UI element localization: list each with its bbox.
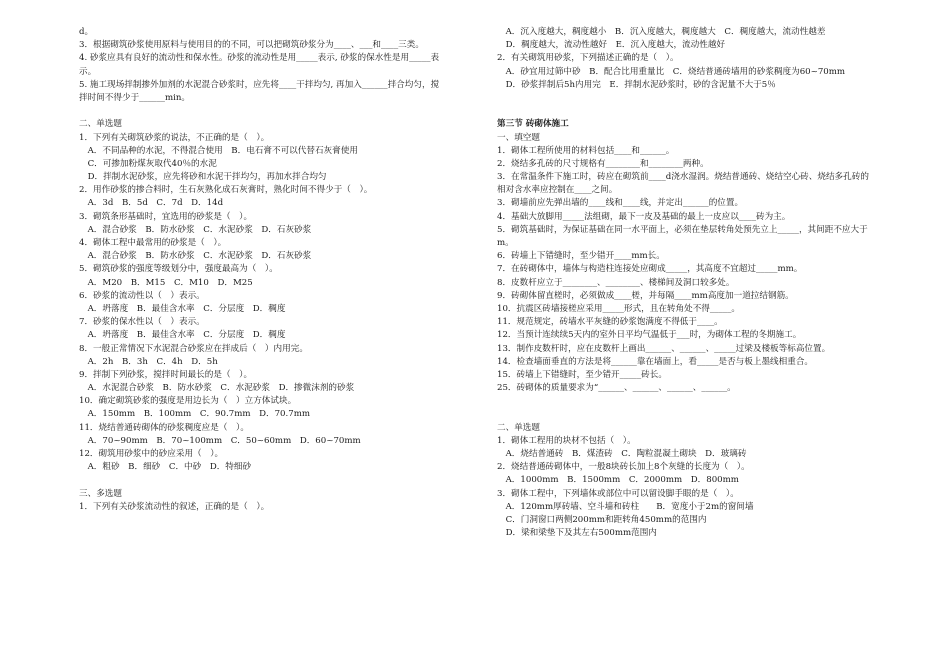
left-text-line: 1．下列有关砌筑砂浆的说法，不正确的是（ ）。 [79, 132, 270, 143]
left-text-line: D．拌制水泥砂浆，应先将砂和水泥干拌均匀，再加水拌合均匀 [79, 172, 327, 183]
right-text-line: m。 [497, 238, 514, 248]
right-text-line: 9．砖砌体留直槎时，必须做成____槎，并每隔____mm高度加一道拉结钢筋。 [497, 290, 794, 301]
left-text-line: 12．砌筑用砂浆中的砂应采用（ ）。 [79, 449, 224, 459]
right-text-line: 相对含水率应控制在____之间。 [497, 185, 618, 196]
left-text-line: A．混合砂浆 B．防水砂浆 C．水泥砂浆 D．石灰砂浆 [79, 224, 312, 235]
left-text-line: A．70~90mm B．70~100mm C．50~60mm D．60~70mm [79, 435, 361, 446]
left-text-line: 10．确定砌筑砂浆的强度是用边长为（ ）立方体试块。 [79, 396, 297, 407]
right-text-line: 6．砖墙上下错缝时，至少错开____mm长。 [497, 251, 665, 262]
right-text-line: A．砂宜用过筛中砂 B．配合比用重量比 C．烧结普通砖墙用的砂浆稠度为60~70mm [497, 66, 846, 77]
left-text-line: A．水泥混合砂浆 B．防水砂浆 C．水泥砂浆 D．掺微沫剂的砂浆 [79, 383, 355, 394]
left-text-line: 6．砂浆的流动性以（ ）表示。 [79, 290, 205, 301]
right-spacer [497, 408, 917, 421]
left-text-line: d。 [79, 27, 94, 37]
left-text-line: A．3d B．5d C．7d D．14d [79, 198, 224, 209]
right-text-line: D．稠度越大，流动性越好 E．沉入度越大，流动性越好 [497, 40, 726, 51]
left-text-line: A．不同品种的水泥，不得混合使用 B．电石膏不可以代替石灰膏使用 [79, 145, 358, 156]
left-text-line: 三、多选题 [79, 488, 122, 499]
right-column [497, 26, 917, 540]
right-text-line: 11．规范规定，砖墙水平灰缝的砂浆饱满度不得低于____。 [497, 317, 723, 328]
right-text-line: 3．砌墙前应先弹出墙的____线和____线，并定出______的位置。 [497, 198, 744, 209]
left-text-line: 4．砌体工程中最常用的砂浆是（ ）。 [79, 238, 227, 248]
right-text-line: 10．抗震区砖墙接槎应采用_____形式，且在转角处不得_____。 [497, 303, 740, 314]
left-text-line: 1．下列有关砂浆流动性的叙述，正确的是（ ）。 [79, 501, 270, 512]
left-text-line: A．150mm B．100mm C．90.7mm D．70.7mm [79, 409, 311, 420]
right-text-line: 2．烧结多孔砖的尺寸规格有________和________两种。 [497, 158, 709, 169]
right-spacer [497, 395, 917, 408]
right-text-line: 2．有关砌筑用砂浆，下列描述正确的是（ ）。 [497, 53, 679, 64]
left-text-line: 示。 [79, 66, 97, 77]
right-text-line: 3．在常温条件下施工时，砖应在砌筑前____d浇水湿润。烧结普通砖、烧结空心砖、烧结多孔砖的 [497, 172, 869, 183]
right-spacer [497, 105, 917, 118]
right-text-line: 3．砌体工程中，下列墙体或部位中可以留设脚手眼的是（ ）。 [497, 488, 739, 499]
left-text-line: 3．砌筑条形基础时，宜选用的砂浆是（ ）。 [79, 211, 253, 222]
left-text-line: 5. 施工现场拌制掺外加剂的水泥混合砂浆时，应先将____干拌均匀, 再加入______拌合均匀，搅 [79, 79, 440, 90]
right-text-line: 25．砖砌体的质量要求为“______、______、______、______。 [497, 383, 736, 394]
right-text-line: C．门洞窗口两侧200mm和距转角450mm的范围内 [497, 514, 707, 525]
left-text-line: 二、单选题 [79, 119, 122, 130]
right-text-line: 4．基础大放脚用_____法组砌，最下一皮及基础的最上一皮应以____砖为主。 [497, 211, 791, 222]
left-spacer [79, 474, 484, 487]
left-text-line: A．M20 B．M15 C．M10 D．M25 [79, 277, 253, 288]
left-text-line: 9．拌制下列砂浆，搅拌时间最长的是（ ）。 [79, 369, 253, 380]
right-spacer [497, 92, 917, 105]
section-heading: 第三节 砖砌体施工 [497, 119, 569, 130]
right-text-line: A．沉入度越大，稠度越小 B．沉入度越大，稠度越大 C．稠度越大，流动性越差 [497, 27, 826, 37]
right-text-line: 一、填空题 [497, 132, 540, 143]
right-text-line: A．1000mm B．1500mm C．2000mm D．800mm [497, 475, 739, 486]
right-text-line: D．梁和梁垫下及其左右500mm范围内 [497, 528, 657, 539]
left-text-line: 5．砌筑砂浆的强度等级划分中，强度最高为（ ）。 [79, 264, 278, 275]
left-text-line: A．混合砂浆 B．防水砂浆 C．水泥砂浆 D．石灰砂浆 [79, 251, 312, 262]
left-text-line: 3．根据砌筑砂浆使用原料与使用目的的不同，可以把砌筑砂浆分为____、___和____三类。 [79, 40, 424, 51]
left-text-line: A．粗砂 B．细砂 C．中砂 D．特细砂 [79, 462, 252, 473]
right-text-line: 2．烧结普通砖砌体中，一般8块砖长加上8个灰缝的长度为（ ）。 [497, 462, 750, 473]
left-text-line: A．坍落度 B．最佳含水率 C．分层度 D．稠度 [79, 330, 286, 341]
right-text-line: 13．制作皮数杆时，应在皮数杆上画出______、______、_____过梁及楼板等标高位置。 [497, 343, 831, 354]
right-text-line: 1．砌体工程用的块材不包括（ ）。 [497, 435, 636, 446]
right-text-line: 15．砖墙上下错缝时，至少错开_____砖长。 [497, 369, 667, 380]
left-text-line: 拌时间不得少于______min。 [79, 92, 190, 103]
right-text-line: A．烧结普通砖 B．煤渣砖 C．陶粒混凝土砌块 D．玻璃砖 [497, 449, 747, 459]
right-text-line: 5．砌筑基础时，为保证基础在同一水平面上，必须在垫层转角处预先立上_____，其间距不应大于 [497, 224, 868, 235]
left-spacer [79, 105, 484, 118]
left-text-line: 7．砂浆的保水性以（ ）表示。 [79, 317, 205, 328]
left-text-line: A．坍落度 B．最佳含水率 C．分层度 D．稠度 [79, 303, 286, 314]
right-text-line: 14．检查墙面垂直的方法是将______靠在墙面上，看_____是否与板上墨线相重合。 [497, 356, 814, 367]
left-column [79, 26, 484, 514]
right-text-line: 8．皮数杆应立于________、________、楼梯间及洞口较多处。 [497, 277, 735, 288]
right-text-line: 1．砌体工程所使用的材料包括____和______。 [497, 145, 675, 156]
left-text-line: C．可掺加粉煤灰取代40％的水泥 [79, 158, 217, 169]
left-text-line: 11．烧结普通砖砌体的砂浆稠度应是（ ）。 [79, 422, 249, 433]
right-text-line: A．120mm厚砖墙、空斗墙和砖柱 B．宽度小于2m的窗间墙 [497, 501, 754, 512]
left-text-line: A．2h B．3h C．4h D．5h [79, 356, 218, 367]
right-text-line: 12．当预计连续续5天内的室外日平均气温低于___时，为砌体工程的冬期施工。 [497, 330, 802, 341]
left-text-line: 4. 砂浆应具有良好的流动性和保水性。砂浆的流动性是用_____表示, 砂浆的保水性是用_____表 [79, 53, 440, 64]
right-text-line: 7．在砖砌体中，墙体与构造柱连接处应砌成_____，其高度不宜超过_____mm。 [497, 264, 803, 275]
right-text-line: 二、单选题 [497, 422, 540, 433]
left-text-line: 2．用作砂浆的掺合料时，生石灰熟化成石灰膏时，熟化时间不得少于（ ）。 [79, 185, 373, 196]
left-text-line: 8．一般正常情况下水泥混合砂浆应在拌成后（ ）内用完。 [79, 343, 308, 354]
right-text-line: D．砂浆拌制后5h内用完 E．拌制水泥砂浆时，砂的含泥量不大于5％ [497, 79, 776, 90]
